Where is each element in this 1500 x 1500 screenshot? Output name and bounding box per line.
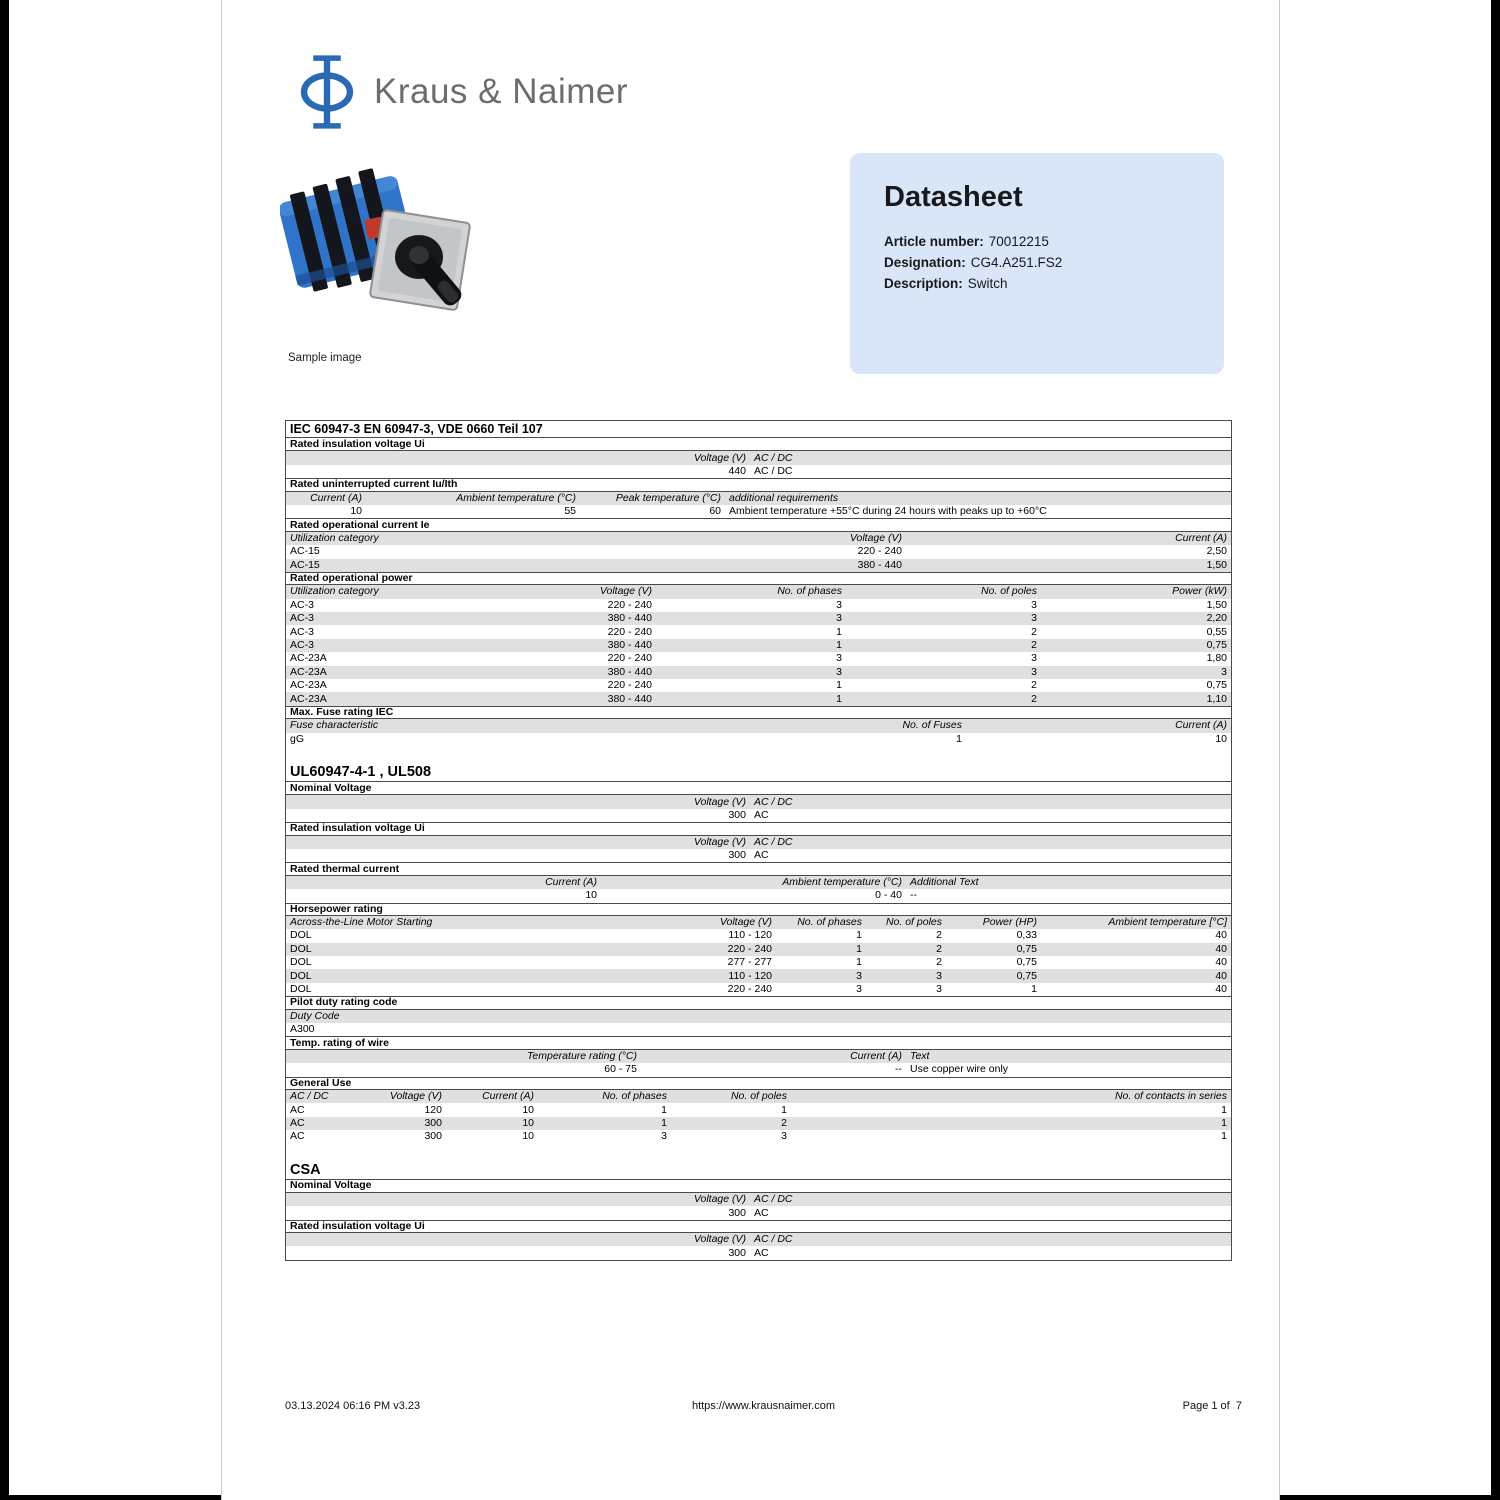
table-cell: 300 bbox=[728, 849, 746, 862]
column-header-row bbox=[286, 532, 1231, 545]
table-cell: No. of poles bbox=[980, 585, 1037, 598]
table-cell: AC bbox=[290, 1103, 305, 1116]
table-row bbox=[286, 666, 1231, 679]
table-cell: AC / DC bbox=[754, 464, 793, 477]
section-header-nominal-voltage: Nominal Voltage bbox=[286, 782, 1231, 795]
column-header-row bbox=[286, 795, 1231, 808]
table-cell: 380 - 440 bbox=[607, 639, 652, 652]
table-cell: 1,50 bbox=[1206, 558, 1227, 571]
column-header-row bbox=[286, 1010, 1231, 1023]
table-cell: 40 bbox=[1215, 983, 1227, 996]
table-cell: gG bbox=[290, 732, 305, 745]
table-cell: 0 - 40 bbox=[875, 889, 902, 902]
table-cell: 0,55 bbox=[1206, 625, 1227, 638]
table-cell: 2,50 bbox=[1206, 545, 1227, 558]
table-cell: 220 - 240 bbox=[607, 652, 652, 665]
description-label: Description: bbox=[884, 276, 963, 291]
table-cell: 3 bbox=[856, 983, 862, 996]
table-cell: AC-3 bbox=[290, 625, 314, 638]
section-header-rated-thermal-current: Rated thermal current bbox=[286, 862, 1231, 875]
table-cell: 220 - 240 bbox=[727, 983, 772, 996]
table-cell: Current (A) bbox=[482, 1090, 534, 1103]
table-cell: Voltage (V) bbox=[693, 1193, 746, 1206]
table-cell: 3 bbox=[936, 983, 942, 996]
table-cell: No. of poles bbox=[885, 916, 942, 929]
table-cell: AC-15 bbox=[290, 558, 320, 571]
table-row bbox=[286, 969, 1231, 982]
table-cell: 2 bbox=[1031, 692, 1037, 705]
section-header-nominal-voltage: Nominal Voltage bbox=[286, 1180, 1231, 1193]
table-cell: 1 bbox=[661, 1116, 667, 1129]
table-cell: DOL bbox=[290, 969, 312, 982]
column-header-row bbox=[286, 836, 1231, 849]
table-cell: Voltage (V) bbox=[693, 1233, 746, 1246]
product-sample-image bbox=[280, 160, 490, 348]
table-cell: 0,75 bbox=[1016, 956, 1037, 969]
table-cell: 380 - 440 bbox=[857, 558, 902, 571]
screen-edge-right bbox=[1491, 0, 1500, 1500]
table-cell: 40 bbox=[1215, 942, 1227, 955]
table-cell: Current (A) bbox=[1175, 531, 1227, 544]
section-header-rated-insulation-voltage: Rated insulation voltage Ui bbox=[286, 822, 1231, 835]
table-cell: No. of phases bbox=[777, 585, 842, 598]
table-cell: Text bbox=[910, 1049, 930, 1062]
column-header-row bbox=[286, 876, 1231, 889]
table-cell: 1 bbox=[1031, 983, 1037, 996]
table-row bbox=[286, 943, 1231, 956]
table-row bbox=[286, 625, 1231, 638]
table-cell: 2 bbox=[1031, 639, 1037, 652]
table-cell: Ambient temperature (°C) bbox=[456, 491, 576, 504]
table-cell: 300 bbox=[728, 1246, 746, 1259]
table-row bbox=[286, 809, 1231, 822]
table-cell: DOL bbox=[290, 983, 312, 996]
section-header-rated-uninterrupted-current: Rated uninterrupted current Iu/Ith bbox=[286, 478, 1231, 491]
table-row bbox=[286, 1103, 1231, 1116]
table-row bbox=[286, 1246, 1231, 1259]
table-cell: 2 bbox=[1031, 625, 1037, 638]
table-cell: 3 bbox=[781, 1130, 787, 1143]
table-cell: 1 bbox=[1221, 1116, 1227, 1129]
table-cell: Current (A) bbox=[310, 491, 362, 504]
table-row bbox=[286, 599, 1231, 612]
table-cell: 10 bbox=[1215, 732, 1227, 745]
table-cell: AC-15 bbox=[290, 545, 320, 558]
article-number-value: 70012215 bbox=[988, 234, 1049, 249]
table-cell: 120 bbox=[424, 1103, 442, 1116]
table-row bbox=[286, 929, 1231, 942]
table-cell: 1 bbox=[836, 679, 842, 692]
table-cell: 3 bbox=[836, 598, 842, 611]
table-cell: AC bbox=[290, 1116, 305, 1129]
table-row bbox=[286, 1117, 1231, 1130]
table-cell: No. of Fuses bbox=[902, 719, 962, 732]
column-header-row bbox=[286, 585, 1231, 598]
table-row bbox=[286, 545, 1231, 558]
table-cell: Voltage (V) bbox=[719, 916, 772, 929]
standard-title-iec: IEC 60947-3 EN 60947-3, VDE 0660 Teil 107 bbox=[286, 421, 1231, 438]
table-cell: 3 bbox=[856, 969, 862, 982]
table-cell: Voltage (V) bbox=[693, 795, 746, 808]
table-row bbox=[286, 1063, 1231, 1076]
table-cell: No. of phases bbox=[602, 1090, 667, 1103]
table-cell: 2 bbox=[936, 929, 942, 942]
table-cell: 1,80 bbox=[1206, 652, 1227, 665]
section-header-horsepower-rating: Horsepower rating bbox=[286, 903, 1231, 916]
designation-label: Designation: bbox=[884, 255, 966, 270]
table-cell: No. of poles bbox=[730, 1090, 787, 1103]
table-cell: AC / DC bbox=[754, 835, 793, 848]
table-cell: Utilization category bbox=[290, 531, 379, 544]
table-cell: 300 bbox=[728, 1206, 746, 1219]
table-row bbox=[286, 679, 1231, 692]
table-row bbox=[286, 733, 1231, 746]
table-row: A300 bbox=[286, 1023, 1231, 1036]
table-cell: Current (A) bbox=[1175, 719, 1227, 732]
table-cell: 2 bbox=[936, 942, 942, 955]
table-cell: DOL bbox=[290, 956, 312, 969]
table-cell: Ambient temperature [°C] bbox=[1108, 916, 1227, 929]
table-cell: AC-3 bbox=[290, 612, 314, 625]
section-header-temp-rating-of-wire: Temp. rating of wire bbox=[286, 1036, 1231, 1049]
table-row bbox=[286, 505, 1231, 518]
sample-image-caption: Sample image bbox=[288, 352, 362, 364]
table-cell: 60 bbox=[709, 505, 721, 518]
table-cell: -- bbox=[910, 889, 917, 902]
column-header-row bbox=[286, 492, 1231, 505]
table-cell: AC bbox=[754, 808, 769, 821]
pdf-page bbox=[221, 0, 1280, 1500]
table-cell: 300 bbox=[728, 808, 746, 821]
table-cell: 1 bbox=[781, 1103, 787, 1116]
table-cell: No. of contacts in series bbox=[1114, 1090, 1227, 1103]
table-row bbox=[286, 889, 1231, 902]
table-cell: AC bbox=[754, 1246, 769, 1259]
table-cell: 380 - 440 bbox=[607, 692, 652, 705]
table-cell: 3 bbox=[836, 665, 842, 678]
section-header-rated-operational-power: Rated operational power bbox=[286, 572, 1231, 585]
description-row bbox=[884, 273, 1204, 294]
table-cell: 10 bbox=[350, 505, 362, 518]
table-row bbox=[286, 1130, 1231, 1143]
table-cell: Current (A) bbox=[545, 875, 597, 888]
designation-row bbox=[884, 252, 1204, 273]
table-row bbox=[286, 612, 1231, 625]
table-cell: AC bbox=[754, 849, 769, 862]
table-cell: 10 bbox=[585, 889, 597, 902]
screen-edge-left bbox=[0, 0, 9, 1500]
designation-value: CG4.A251.FS2 bbox=[970, 255, 1063, 270]
table-cell: AC / DC bbox=[754, 1193, 793, 1206]
column-header-row bbox=[286, 916, 1231, 929]
table-cell: No. of phases bbox=[797, 916, 862, 929]
table-cell: 300 bbox=[424, 1130, 442, 1143]
table-cell: DOL bbox=[290, 942, 312, 955]
table-cell: 220 - 240 bbox=[607, 679, 652, 692]
column-header-row bbox=[286, 719, 1231, 732]
table-row bbox=[286, 559, 1231, 572]
table-cell: 220 - 240 bbox=[727, 942, 772, 955]
table-cell: AC-23A bbox=[290, 692, 327, 705]
table-cell: Ambient temperature (°C) bbox=[782, 875, 902, 888]
section-header-max-fuse-rating: Max. Fuse rating IEC bbox=[286, 706, 1231, 719]
table-cell: 40 bbox=[1215, 929, 1227, 942]
column-header-row bbox=[286, 1233, 1231, 1246]
table-cell: DOL bbox=[290, 929, 312, 942]
table-cell: 3 bbox=[661, 1130, 667, 1143]
description-value: Switch bbox=[967, 276, 1008, 291]
table-cell: AC-23A bbox=[290, 652, 327, 665]
table-cell: 0,75 bbox=[1206, 639, 1227, 652]
page-title: Datasheet bbox=[884, 181, 1023, 213]
table-cell: 10 bbox=[522, 1130, 534, 1143]
table-row bbox=[286, 956, 1231, 969]
table-cell: 277 - 277 bbox=[727, 956, 772, 969]
table-cell: 2 bbox=[936, 956, 942, 969]
section-header-rated-insulation-voltage: Rated insulation voltage Ui bbox=[286, 438, 1231, 451]
table-cell: Voltage (V) bbox=[849, 531, 902, 544]
datasheet-info-panel bbox=[850, 153, 1224, 374]
column-header-row bbox=[286, 1090, 1231, 1103]
table-cell: Voltage (V) bbox=[389, 1090, 442, 1103]
table-cell: 2 bbox=[781, 1116, 787, 1129]
table-cell: 40 bbox=[1215, 956, 1227, 969]
column-header-row bbox=[286, 1050, 1231, 1063]
table-cell: 380 - 440 bbox=[607, 612, 652, 625]
table-cell: AC bbox=[754, 1206, 769, 1219]
table-cell: 0,75 bbox=[1206, 679, 1227, 692]
table-cell: 1 bbox=[856, 942, 862, 955]
table-cell: 440 bbox=[728, 464, 746, 477]
table-cell: Power (kW) bbox=[1172, 585, 1227, 598]
table-cell: 3 bbox=[1031, 598, 1037, 611]
table-cell: Additional Text bbox=[910, 875, 979, 888]
brand-wordmark: Kraus & Naimer bbox=[374, 72, 629, 111]
table-cell: 3 bbox=[1221, 665, 1227, 678]
table-cell: Voltage (V) bbox=[599, 585, 652, 598]
table-row bbox=[286, 983, 1231, 996]
standard-title-csa: CSA bbox=[286, 1144, 1231, 1180]
table-cell: 3 bbox=[836, 652, 842, 665]
page-footer bbox=[285, 1400, 1242, 1412]
table-cell: AC-3 bbox=[290, 639, 314, 652]
table-row bbox=[286, 1206, 1231, 1219]
table-cell: Fuse characteristic bbox=[290, 719, 379, 732]
table-cell: 220 - 240 bbox=[607, 625, 652, 638]
table-cell: Use copper wire only bbox=[910, 1063, 1009, 1076]
table-cell: AC-23A bbox=[290, 679, 327, 692]
table-cell: 1 bbox=[956, 732, 962, 745]
table-cell: 110 - 120 bbox=[728, 929, 772, 942]
section-header-rated-insulation-voltage: Rated insulation voltage Ui bbox=[286, 1220, 1231, 1233]
table-cell: 3 bbox=[836, 612, 842, 625]
article-number-row bbox=[884, 231, 1204, 252]
section-header-pilot-duty-rating: Pilot duty rating code bbox=[286, 996, 1231, 1009]
table-cell: 0,33 bbox=[1016, 929, 1037, 942]
article-number-label: Article number: bbox=[884, 234, 984, 249]
table-cell: additional requirements bbox=[729, 491, 839, 504]
column-header-row bbox=[286, 1193, 1231, 1206]
footer-url: https://www.krausnaimer.com bbox=[691, 1400, 836, 1412]
spec-table bbox=[285, 420, 1232, 1261]
table-cell: Ambient temperature +55°C during 24 hours with peaks up to +60°C bbox=[729, 505, 1047, 518]
table-cell: Peak temperature (°C) bbox=[615, 491, 721, 504]
table-cell: 380 - 440 bbox=[607, 665, 652, 678]
table-row bbox=[286, 652, 1231, 665]
table-cell: AC / DC bbox=[754, 1233, 793, 1246]
table-cell: AC-3 bbox=[290, 598, 314, 611]
footer-page-number: Page 1 of 7 bbox=[1182, 1400, 1242, 1412]
table-cell: 55 bbox=[564, 505, 576, 518]
table-cell: Temperature rating (°C) bbox=[526, 1049, 637, 1062]
table-cell: 10 bbox=[522, 1116, 534, 1129]
section-header-rated-operational-current: Rated operational current Ie bbox=[286, 518, 1231, 531]
table-cell: 3 bbox=[1031, 652, 1037, 665]
table-cell: 1 bbox=[1221, 1130, 1227, 1143]
table-cell: 1 bbox=[661, 1103, 667, 1116]
table-cell: AC / DC bbox=[754, 451, 793, 464]
table-cell: 3 bbox=[1031, 612, 1037, 625]
table-cell: 3 bbox=[1031, 665, 1037, 678]
table-cell: Voltage (V) bbox=[693, 835, 746, 848]
table-cell: AC / DC bbox=[290, 1090, 329, 1103]
table-cell: 10 bbox=[522, 1103, 534, 1116]
section-header-general-use: General Use bbox=[286, 1077, 1231, 1090]
table-cell: Across-the-Line Motor Starting bbox=[290, 916, 433, 929]
table-cell: 1 bbox=[1221, 1103, 1227, 1116]
kraus-naimer-phi-logo-icon bbox=[294, 53, 360, 136]
footer-date-version: 03.13.2024 06:16 PM v3.23 bbox=[285, 1400, 421, 1412]
table-cell: 3 bbox=[936, 969, 942, 982]
table-cell: AC-23A bbox=[290, 665, 327, 678]
table-cell: 2 bbox=[1031, 679, 1037, 692]
table-cell: Utilization category bbox=[290, 585, 379, 598]
table-cell: 1,10 bbox=[1206, 692, 1227, 705]
table-cell: 1 bbox=[836, 692, 842, 705]
table-row bbox=[286, 849, 1231, 862]
table-cell: 1,50 bbox=[1206, 598, 1227, 611]
table-cell: Current (A) bbox=[850, 1049, 902, 1062]
table-cell: Voltage (V) bbox=[693, 451, 746, 464]
column-header-row bbox=[286, 451, 1231, 464]
table-cell: 2,20 bbox=[1206, 612, 1227, 625]
table-cell: 60 - 75 bbox=[604, 1063, 637, 1076]
table-cell: 1 bbox=[856, 956, 862, 969]
table-cell: 1 bbox=[836, 625, 842, 638]
table-cell: 0,75 bbox=[1016, 942, 1037, 955]
table-cell: 40 bbox=[1215, 969, 1227, 982]
table-cell: 1 bbox=[836, 639, 842, 652]
table-cell: 0,75 bbox=[1016, 969, 1037, 982]
table-cell: Power (HP) bbox=[982, 916, 1037, 929]
table-cell: AC / DC bbox=[754, 795, 793, 808]
table-row bbox=[286, 465, 1231, 478]
table-row bbox=[286, 692, 1231, 705]
table-cell: -- bbox=[895, 1063, 902, 1076]
table-cell: 1 bbox=[856, 929, 862, 942]
table-cell: AC bbox=[290, 1130, 305, 1143]
table-cell: 300 bbox=[424, 1116, 442, 1129]
table-cell: 220 - 240 bbox=[857, 545, 902, 558]
table-cell: 110 - 120 bbox=[728, 969, 772, 982]
table-cell: Duty Code bbox=[290, 1009, 340, 1022]
standard-title-ul: UL60947-4-1 , UL508 bbox=[286, 746, 1231, 782]
table-row bbox=[286, 639, 1231, 652]
table-cell: 220 - 240 bbox=[607, 598, 652, 611]
